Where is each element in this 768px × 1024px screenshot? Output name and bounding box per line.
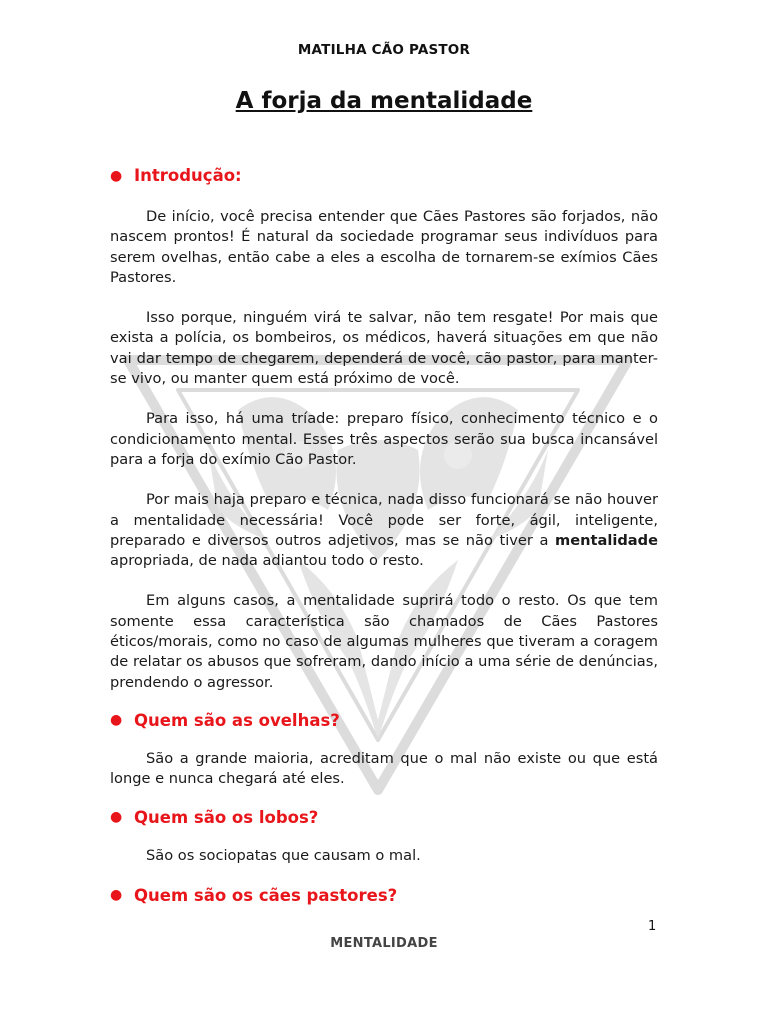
paragraph-text: Por mais haja preparo e técnica, nada disso funcionará se não houver a mentalidade necessária! Você pode ser forte, ágil, inteligente, preparado e diversos outros adjetivos, mas se não tiver a: [110, 491, 658, 549]
page-number: 1: [648, 919, 657, 934]
paragraph: Para isso, há uma tríade: preparo físico, conhecimento técnico e o condicionamento mental. Esses três aspectos serão sua busca incansável para a forja do exímio Cão Pastor.: [110, 410, 658, 468]
section-heading-text: Quem são os cães pastores?: [134, 885, 398, 905]
bullet-icon: ●: [110, 809, 123, 826]
bullet-icon: ●: [110, 167, 123, 184]
document-title: A forja da mentalidade: [235, 88, 533, 114]
bullet-icon: ●: [110, 887, 123, 904]
paragraph: Isso porque, ninguém virá te salvar, não tem resgate! Por mais que exista a polícia, os bombeiros, os médicos, haverá situações em que não vai dar tempo de chegarem, dependerá de você, cão pastor, para manter-se vivo, ou manter quem está próximo de você.: [110, 309, 658, 388]
paragraph-text: apropriada, de nada adiantou todo o resto.: [110, 552, 424, 570]
running-footer: MENTALIDADE: [330, 936, 438, 951]
section-heading-text: Quem são os lobos?: [134, 807, 319, 827]
section-heading-lobos: [110, 808, 658, 827]
paragraph: São os sociopatas que causam o mal.: [146, 846, 421, 864]
bold-term: mentalidade: [555, 531, 658, 549]
paragraph: São a grande maioria, acreditam que o mal não existe ou que está longe e nunca chegará até eles.: [110, 749, 658, 788]
section-heading-introducao: [110, 166, 658, 185]
running-header: MATILHA CÃO PASTOR: [297, 42, 471, 58]
section-heading-text: Introdução:: [134, 166, 242, 185]
bullet-icon: ●: [110, 712, 123, 729]
section-heading-ovelhas: [110, 711, 658, 730]
paragraph: [110, 490, 658, 571]
paragraph: Em alguns casos, a mentalidade suprirá todo o resto. Os que tem somente essa característica são chamados de Cães Pastores éticos/morais, como no caso de algumas mulheres que tiveram a coragem de relatar os abusos que sofreram, dando início a uma série de denúncias, prendendo o agressor.: [110, 592, 658, 691]
paragraph: De início, você precisa entender que Cães Pastores são forjados, não nascem prontos! É natural da sociedade programar seus indivíduos para serem ovelhas, então cabe a eles a escolha de tornarem-se exímios Cães Pastores.: [110, 208, 658, 286]
document-body: [110, 166, 658, 905]
section-heading-text: Quem são as ovelhas?: [134, 710, 340, 730]
section-heading-caes-pastores: [110, 886, 658, 905]
